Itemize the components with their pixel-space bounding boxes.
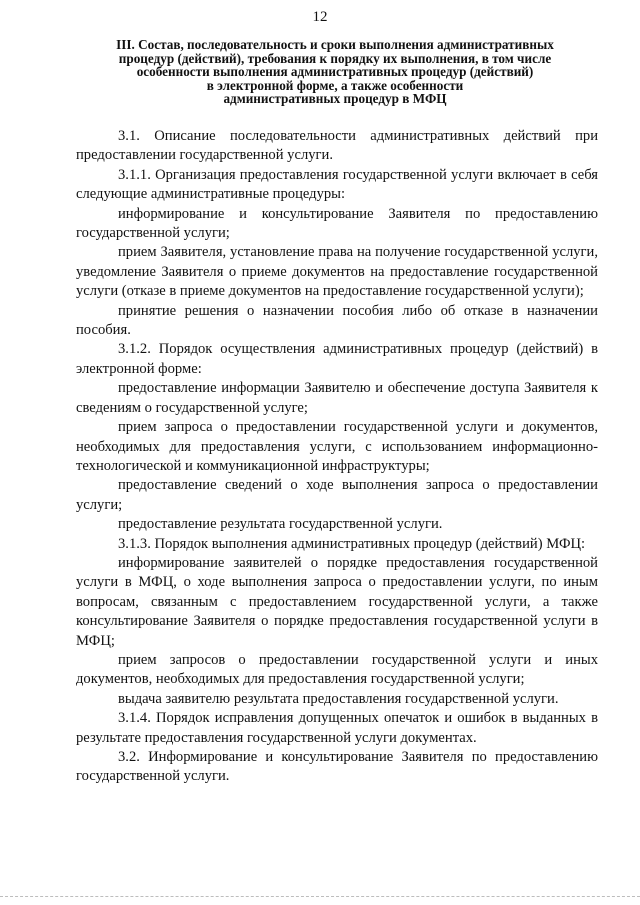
list-item: информирование заявителей о порядке предоставления государственной услуги в МФЦ, о ходе выполнения запроса о предоставлении услуги, по иным вопросам, связанным с предоставлением государственной услуги, а также консультирование Заявителя о порядке предоставления государственной услуги в МФЦ;: [76, 554, 598, 649]
heading-line: III. Состав, последовательность и сроки выполнения административных: [116, 37, 554, 52]
heading-line: в электронной форме, а также особенности: [206, 77, 464, 93]
paragraph-3-1-2: 3.1.2. Порядок осуществления административных процедур (действий) в электронной форме:: [76, 341, 598, 377]
paragraph-3-1-4: 3.1.4. Порядок исправления допущенных опечаток и ошибок в выданных в результате предоставления государственной услуги документах.: [76, 710, 598, 746]
list-item: прием Заявителя, установление права на получение государственной услуги, уведомление Заявителя о приеме документов на предоставление государственной услуги (отказе в приеме документов на предоставление государственной услуги);: [76, 244, 598, 300]
list-item: выдача заявителю результата предоставления государственной услуги.: [118, 690, 559, 707]
paragraph-3-2: 3.2. Информирование и консультирование Заявителя по предоставлению государственной услуги.: [76, 749, 598, 785]
list-item: предоставление результата государственной услуги.: [118, 516, 443, 533]
list-item: прием запросов о предоставлении государственной услуги и иных документов, необходимых для предоставления государственной услуги;: [76, 651, 598, 688]
document-body: [76, 127, 598, 787]
list-item: информирование и консультирование Заявителя по предоставлению государственной услуги;: [76, 205, 598, 242]
scan-edge-divider: [0, 896, 640, 897]
paragraph-3-1-1: 3.1.1. Организация предоставления государственной услуги включает в себя следующие административные процедуры:: [76, 166, 598, 203]
paragraph-3-1-3: 3.1.3. Порядок выполнения административных процедур (действий) МФЦ:: [118, 535, 586, 552]
section-heading: [72, 38, 598, 106]
paragraph-3-1: 3.1. Описание последовательности административных действий при предоставлении государственной услуги.: [76, 128, 598, 164]
page-number: 12: [312, 9, 328, 25]
heading-line: особенности выполнения административных процедур (действий): [136, 64, 534, 80]
heading-line: процедур (действий), требования к порядку их выполнения, в том числе: [118, 50, 552, 66]
list-item: предоставление информации Заявителю и обеспечение доступа Заявителя к сведениям о государственной услуге;: [76, 380, 598, 416]
list-item: предоставление сведений о ходе выполнения запроса о предоставлении услуги;: [76, 477, 598, 513]
list-item: прием запроса о предоставлении государственной услуги и документов, необходимых для предоставления услуги, с использованием информационно-технологической и коммуникационной инфраструктуры;: [76, 419, 598, 474]
heading-line: административных процедур в МФЦ: [223, 91, 447, 107]
list-item: принятие решения о назначении пособия либо об отказе в назначении пособия.: [76, 302, 598, 339]
